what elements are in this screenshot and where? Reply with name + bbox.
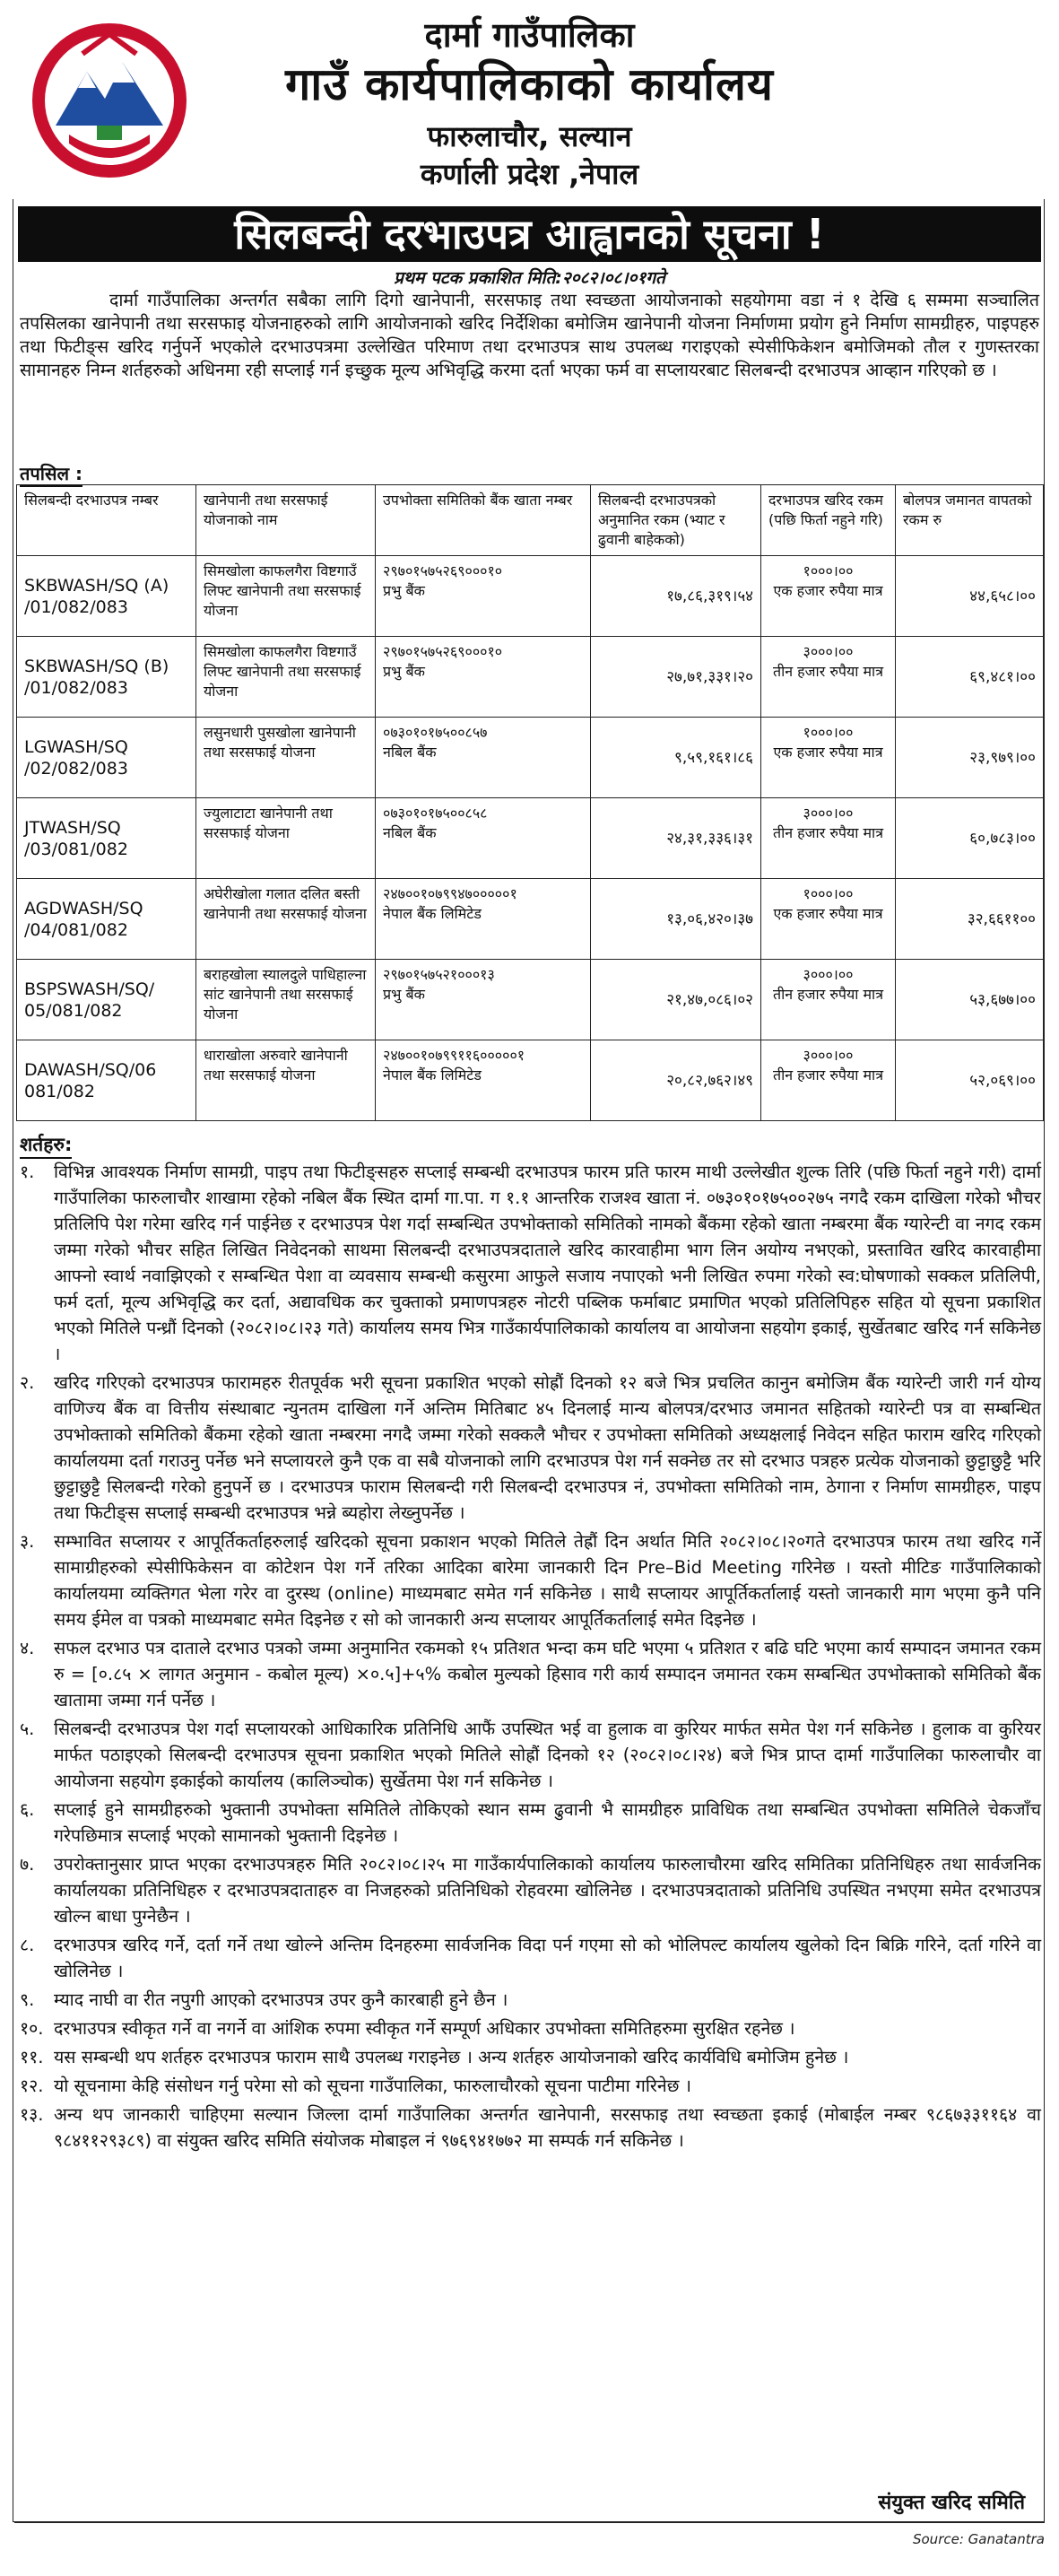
condition-text: खरिद गरिएको दरभाउपत्र फारामहरु रीतपूर्वक भरी सूचना प्रकाशित भएको सोह्रौं दिनको १२ बजे भित्र प्रचलित कानुन बमोजिम बैंक ग्यारेन्टी जारी गर्न योग्य वाणिज्य बैंक वा वित्तीय संस्थाबाट न्युनतम दाखिला गर्ने अन्तिम मितिबाट ४५ दिनलाई मान्य बोलपत्र/दरभाउ जमानत सहितको ग्यारेन्टी पत्र वा सम्बन्धित उपभोक्ताको समितिको बैंकमा रहेको खाता नम्बरमा नगदै जम्मा गरेको सक्कलै भौचर र उपभोक्ता समितिको अध्यक्षलाई निवेदन सहित फाराम खरिद गरिएको कार्यालयमा दर्ता गराउनु पर्नेछ भने सप्लायरले कुनै एक वा सबै योजनाको लागि दरभाउपत्र पेश गर्न सक्नेछ तर सो दरभाउ पत्रहरु प्रत्येक योजनाको छुट्टाछुट्टै भरि छुट्टाछुट्टै सिलबन्दी गरेको हुनुपर्ने छ । दरभाउपत्र फाराम सिलबन्दी गरी सिलबन्दी दरभाउपत्र नं, उपभोक्ता समितिको नाम, ठेगाना र निर्माण सामग्रीहरु, पाइप तथा फिटीङ्स सप्लाई सम्बन्धी दरभाउपत्र भन्ने ब्यहोरा लेख्नुपर्नेछ । <box>54 1372 1041 1523</box>
condition-number: २. <box>20 1372 35 1393</box>
scheme-name: धाराखोला अरुवारे खानेपानी तथा सरसफाई योजना <box>204 1047 348 1083</box>
bid-number: BSPSWASH/SQ/ 05/081/082 <box>24 979 155 1021</box>
condition-text: उपरोक्तानुसार प्राप्त भएका दरभाउपत्रहरु मिति २०८२।०८।२५ मा गाउँकार्यपालिकाको कार्यालय फारुलाचौरमा खरिद समितिका प्रतिनिधिहरु तथा सार्वजनिक कार्यालयका प्रतिनिधिहरु र दरभाउपत्रदाताहरु वा निजहरुको प्रतिनिधिको रोहवरमा खोलिनेछ । दरभाउपत्रदाताको प्रतिनिधि उपस्थित नभएमा समेत दरभाउपत्र खोल्न बाधा पुग्नेछैन । <box>54 1854 1041 1927</box>
header-bid-security: बोलपत्र जमानत वापतको रकम रु <box>896 485 1044 556</box>
account-number: ०७३०१०१७५००८५७ <box>383 724 488 741</box>
notice-header <box>0 0 1059 199</box>
bid-number: SKBWASH/SQ (A) /01/082/083 <box>24 575 169 617</box>
municipality-name: दार्मा गाउँपालिका <box>424 15 635 55</box>
bid-fee-words: तीन हजार रुपैया मात्र <box>772 824 884 841</box>
bid-fee-cell <box>761 637 896 718</box>
condition-item <box>20 1987 1041 2013</box>
table-row <box>17 960 1044 1040</box>
bank-name: नेपाल बैंक लिमिटेड <box>383 905 482 922</box>
bid-security-cell <box>896 718 1044 798</box>
bank-account-cell <box>376 1040 591 1121</box>
bid-fee-amount: १०००।०० <box>803 885 854 902</box>
conditions-title: शर्तहरु: <box>20 1132 72 1159</box>
header-bank-account: उपभोक्ता समितिको बैंक खाता नम्बर <box>376 485 591 556</box>
scheme-name: ज्युलाटाटा खानेपानी तथा सरसफाई योजना <box>204 805 333 841</box>
bid-fee-words: तीन हजार रुपैया मात्र <box>772 663 884 680</box>
bid-security-amount: २३,९७९।०० <box>969 748 1036 767</box>
bank-name: नबिल बैंक <box>383 824 437 841</box>
bid-security-cell <box>896 637 1044 718</box>
condition-text: अन्य थप जानकारी चाहिएमा सल्यान जिल्ला दार्मा गाउँपालिका अन्तर्गत खानेपानी, सरसफाइ तथा स्वच्छता इकाई (मोबाईल नम्बर ९८६७३३११६४ वा ९८४११२९३८९) वा संयुक्त खरिद समिति संयोजक मोबाइल नं ९७६९४१७७२ मा सम्पर्क गर्न सकिनेछ । <box>54 2104 1041 2151</box>
scheme-name-cell <box>196 1040 376 1121</box>
condition-number: ४. <box>20 1638 35 1658</box>
bid-fee-cell <box>761 879 896 960</box>
estimate-cell <box>591 1040 761 1121</box>
account-number: २९७०१५७५२६९०००१० <box>383 643 503 660</box>
estimate-amount: १३,०६,४२०।३७ <box>666 909 753 928</box>
bid-schedule-table <box>16 484 1044 1121</box>
bank-account-cell <box>376 556 591 637</box>
bid-fee-words: तीन हजार रुपैया मात्र <box>772 1066 884 1083</box>
condition-text: सप्लाई हुने सामग्रीहरुको भुक्तानी उपभोक्ता समितिले तोकिएको स्थान सम्म ढुवानी भै सामग्रीहरु प्राविधिक तथा सम्बन्धित उपभोक्ता समितिले चेकजाँच गरेपछिमात्र सप्लाई भएको सामानको भुक्तानी दिइनेछ । <box>54 1799 1041 1846</box>
bank-account-cell <box>376 718 591 798</box>
table-row <box>17 718 1044 798</box>
bid-fee-amount: ३०००।०० <box>803 643 854 660</box>
condition-item <box>20 2073 1041 2099</box>
bid-security-cell <box>896 1040 1044 1121</box>
bid-security-amount: ६९,४८१।०० <box>969 667 1036 686</box>
bank-name: प्रभु बैंक <box>383 663 425 680</box>
estimate-cell <box>591 798 761 879</box>
estimate-cell <box>591 879 761 960</box>
condition-number: ६. <box>20 1799 35 1820</box>
table-row <box>17 798 1044 879</box>
province-name: कर्णाली प्रदेश ,नेपाल <box>420 157 639 191</box>
bank-account-cell <box>376 798 591 879</box>
condition-item <box>20 2015 1041 2041</box>
scheme-name: अघेरीखोला गलात दलित बस्ती खानेपानी तथा सरसफाई योजना <box>204 885 367 922</box>
intro-paragraph: दार्मा गाउँपालिका अन्तर्गत सबैका लागि दिगो खानेपानी, सरसफाइ तथा स्वच्छता आयोजनाको सहयोगमा वडा नं १ देखि ६ सम्ममा सञ्चालित तपसिलका खानेपानी तथा सरसफाइ योजनाहरुको लागि आयोजनाको खरिद निर्देशिका बमोजिम खानेपानी योजना निर्माणमा प्रयोग हुने निर्माण सामग्रीहरु, पाइपहरु तथा फिटीङ्स खरिद गर्नुपर्ने भएकोले दरभाउपत्रमा उल्लेखित परिमाण तथा दरभाउपत्र साथ उपलब्ध गराइएको स्पेसीफिकेशन बमोजिमको तौल र गुणस्तरका सामानहरु निम्न शर्तहरुको अधिनमा रही सप्लाई गर्न इच्छुक मूल्य अभिवृद्धि करमा दर्ता भएका फर्म वा सप्लायरबाट सिलबन्दी दरभाउपत्र आव्हान गरिएको छ । <box>20 290 1039 380</box>
bid-security-amount: ३२,६६११०० <box>967 909 1036 928</box>
condition-text: दरभाउपत्र खरिद गर्ने, दर्ता गर्ने तथा खोल्ने अन्तिम दिनहरुमा सार्वजनिक विदा पर्न गएमा सो को भोलिपल्ट कार्यालय खुलेको दिन बिक्रि गरिने, दर्ता गरिने वा खोलिनेछ । <box>54 1935 1041 1981</box>
notice-title-banner: सिलबन्दी दरभाउपत्र आह्वानको सूचना ! <box>18 206 1041 262</box>
bank-name: प्रभु बैंक <box>383 986 425 1003</box>
condition-text: सम्भावित सप्लायर र आपूर्तिकर्ताहरुलाई खरिदको सूचना प्रकाशन भएको मितिले तेह्रौं दिन अर्थात मिति २०८२।०८।२०गते दरभाउपत्र फारम तथा खरिद गर्ने सामाग्रीहरुको स्पेसीफिकेसन वा कोटेशन पेश गर्ने तरिका आदिका बारेमा जानकारी दिन Pre–Bid Meeting गरिनेछ । यस्तो मीटिङ गाउँपालिकाको कार्यालयमा व्यक्तिगत भेला गरेर वा दुरस्थ (online) माध्यमबाट समेत गर्न सकिनेछ । साथै सप्लायर आपूर्तिकर्तालाई यस्तो जानकारी माग भएमा कुनै पनि समय ईमेल वा पत्रको माध्यमबाट समेत दिइनेछ र सो को जानकारी अन्य सप्लायर आपूर्तिकर्तालाई समेत दिइनेछ । <box>54 1531 1041 1630</box>
bid-number-cell <box>17 1040 196 1121</box>
bid-number-cell <box>17 718 196 798</box>
bank-name: नबिल बैंक <box>383 744 437 761</box>
bid-number: SKBWASH/SQ (B) /01/082/083 <box>24 656 169 698</box>
condition-item <box>20 2102 1041 2154</box>
estimate-cell <box>591 556 761 637</box>
bid-fee-words: एक हजार रुपैया मात्र <box>773 905 883 922</box>
condition-item <box>20 1370 1041 1526</box>
bid-fee-cell <box>761 1040 896 1121</box>
table-row <box>17 879 1044 960</box>
scheme-name-cell <box>196 718 376 798</box>
condition-text: दरभाउपत्र स्वीकृत गर्ने वा नगर्ने वा आंशिक रुपमा स्वीकृत गर्ने सम्पूर्ण अधिकार उपभोक्ता समितिहरुमा सुरक्षित रहनेछ । <box>54 2018 795 2039</box>
estimate-amount: २४,३१,३३६।३१ <box>666 829 753 848</box>
condition-item <box>20 1635 1041 1713</box>
scheme-name: बराहखोला स्यालदुले पाधिहाल्ना सांट खानेपानी तथा सरसफाई योजना <box>204 966 367 1023</box>
bid-fee-words: एक हजार रुपैया मात्र <box>773 744 883 761</box>
bid-security-amount: ४४,६५८।०० <box>969 587 1036 605</box>
bid-fee-amount: ३०००।०० <box>803 966 854 983</box>
office-address: फारुलाचौर, सल्यान <box>427 119 632 153</box>
scheme-name-cell <box>196 960 376 1040</box>
source-credit: Source: Ganatantra <box>912 2531 1045 2547</box>
account-number: ०७३०१०१७५००८५८ <box>383 805 488 822</box>
condition-text: यो सूचनामा केहि संसोधन गर्नु परेमा सो को सूचना गाउँपालिका, फारुलाचौरको सूचना पाटीमा गरिनेछ । <box>54 2076 691 2096</box>
scheme-name-cell <box>196 637 376 718</box>
estimate-cell <box>591 637 761 718</box>
estimate-amount: २१,४७,०८६।०२ <box>666 990 753 1009</box>
scheme-name: सिमखोला काफलगैरा विष्टगाउँ लिफ्ट खानेपानी तथा सरसफाई योजना <box>204 562 361 619</box>
bid-security-cell <box>896 556 1044 637</box>
header-bid-fee: दरभाउपत्र खरिद रकम (पछि फिर्ता नहुने गरि) <box>761 485 896 556</box>
first-published-date: प्रथम पटक प्रकाशित मिति:२०८२।०८।०१गते <box>394 268 665 288</box>
estimate-amount: २०,८२,७६२।४९ <box>666 1071 753 1090</box>
bid-number-cell <box>17 960 196 1040</box>
bid-fee-cell <box>761 556 896 637</box>
condition-item <box>20 1528 1041 1632</box>
condition-item <box>20 1851 1041 1929</box>
bid-fee-words: तीन हजार रुपैया मात्र <box>772 986 884 1003</box>
scheme-name: लसुनधारी पुसखोला खानेपानी तथा सरसफाई योजना <box>204 724 356 761</box>
condition-text: विभिन्न आवश्यक निर्माण सामग्री, पाइप तथा फिटीङ्सहरु सप्लाई सम्बन्धी दरभाउपत्र फारम प्रति फारम माथी उल्लेखीत शुल्क तिरि (पछि फिर्ता नहुने गरी) दार्मा गाउँपालिका फारुलाचौर शाखामा रहेको नबिल बैंक स्थित दार्मा गा.पा. ग १.१ आन्तरिक राजश्व खाता नं. ०७३०१०१७५००२७५ नगदै रकम दाखिला गरेको भौचर प्रतिलिपि पेश गरेमा खरिद गर्न पाईनेछ र दरभाउपत्र पेश गर्दा सम्बन्धित उपभोक्ताको समितिको नामको बैंकमा रहेको खाता नम्बरमा बैंक ग्यारेन्टी वा नगद रकम जम्मा गरेको भौचर सहित लिखित निवेदनको साथमा सिलबन्दी दरभाउपत्रदाताले खरिद कारवाहीमा भाग लिन अयोग्य नभएको, प्रस्तावित खरिद कारवाहीमा आफ्नो स्वार्थ नवाझिएको र सम्बन्धित पेशा वा व्यवसाय सम्बन्धी कसुरमा आफुले सजाय नपाएको भनी लिखित रुपमा गरेको स्व:घोषणाको सक्कल प्रतिलिपी, फर्म दर्ता, मूल्य अभिवृद्धि कर दर्ता, अद्यावधिक कर चुक्ताको प्रमाणपत्रहरु नोटरी पब्लिक फर्माबाट प्रमाणित भएको प्रतिलिपिहरु सहित यो सूचना प्रकाशित भएको मितिले पन्ध्रौं दिनको (२०८२।०८।२३ गते) कार्यालय समय भित्र गाउँकार्यपालिकाको कार्यालय वा आयोजना सहयोग इकाई, सुर्खेतबाट खरिद गर्न सकिनेछ । <box>54 1162 1041 1364</box>
footer-divider <box>14 2522 1045 2523</box>
condition-number: ५. <box>20 1719 35 1739</box>
bid-fee-words: एक हजार रुपैया मात्र <box>773 582 883 599</box>
table-label: तपसिल : <box>20 461 82 487</box>
bid-security-amount: ५२,०६९।०० <box>969 1071 1036 1090</box>
bid-fee-cell <box>761 718 896 798</box>
estimate-cell <box>591 718 761 798</box>
bid-number: LGWASH/SQ /02/082/083 <box>24 736 128 779</box>
bid-fee-amount: ३०००।०० <box>803 805 854 822</box>
office-name: गाउँ कार्यपालिकाको कार्यालय <box>285 58 774 110</box>
bid-fee-cell <box>761 798 896 879</box>
estimate-amount: २७,७१,३३१।२० <box>666 667 753 686</box>
scheme-name: सिमखोला काफलगैरा विष्टगाउँ लिफ्ट खानेपानी तथा सरसफाई योजना <box>204 643 361 700</box>
bid-fee-amount: १०००।०० <box>803 724 854 741</box>
conditions-list <box>20 1159 1041 2156</box>
bid-security-amount: ५३,६७७।०० <box>969 990 1036 1009</box>
bid-number: JTWASH/SQ /03/081/082 <box>24 817 128 859</box>
table-row <box>17 556 1044 637</box>
bid-number-cell <box>17 556 196 637</box>
scheme-name-cell <box>196 879 376 960</box>
condition-number: ७. <box>20 1854 35 1875</box>
condition-text: सफल दरभाउ पत्र दाताले दरभाउ पत्रको जम्मा अनुमानित रकमको १५ प्रतिशत भन्दा कम घटि भएमा ५ प्रतिशत र बढि घटि भएमा कार्य सम्पादन जमानत रकम रु = [०.८५ × लागत अनुमान - कबोल मूल्य) ×०.५]+५% कबोल मुल्यको हिसाव गरी कार्य सम्पादन जमानत रकम सम्बन्धित उपभोक्ताको समितिको बैंक खातामा जम्मा गर्न पर्नेछ । <box>54 1638 1041 1710</box>
bid-security-cell <box>896 960 1044 1040</box>
bid-number: DAWASH/SQ/06 081/082 <box>24 1059 157 1101</box>
estimate-amount: १७,८६,३१९।५४ <box>666 587 753 605</box>
estimate-cell <box>591 960 761 1040</box>
account-number: २९७०१५७५२१०००१३ <box>383 966 495 983</box>
condition-text: म्याद नाघी वा रीत नपुगी आएको दरभाउपत्र उपर कुनै कारबाही हुने छैन । <box>54 1989 508 2010</box>
bid-fee-amount: १०००।०० <box>803 562 854 579</box>
condition-item <box>20 1716 1041 1794</box>
condition-number: ९. <box>20 1989 35 2010</box>
condition-text: यस सम्बन्धी थप शर्तहरु दरभाउपत्र फाराम साथै उपलब्ध गराइनेछ । अन्य शर्तहरु आयोजनाको खरिद कार्यविधि बमोजिम हुनेछ । <box>54 2047 849 2067</box>
header-scheme-name: खानेपानी तथा सरसफाई योजनाको नाम <box>196 485 376 556</box>
bid-fee-amount: ३०००।०० <box>803 1047 854 1064</box>
condition-item <box>20 1159 1041 1367</box>
bank-name: नेपाल बैंक लिमिटेड <box>383 1066 482 1083</box>
condition-number: १०. <box>20 2018 44 2039</box>
table-header-row <box>17 485 1044 556</box>
condition-number: १. <box>20 1162 35 1182</box>
header-bid-number: सिलबन्दी दरभाउपत्र नम्बर <box>17 485 196 556</box>
condition-item <box>20 2044 1041 2070</box>
bid-security-cell <box>896 879 1044 960</box>
bid-security-cell <box>896 798 1044 879</box>
signature-committee: संयुक्त खरिद समिति <box>878 2492 1025 2514</box>
condition-number: ८. <box>20 1935 35 1955</box>
bank-name: प्रभु बैंक <box>383 582 425 599</box>
account-number: २४७००१०७९९११६०००००१ <box>383 1047 525 1064</box>
bid-number-cell <box>17 879 196 960</box>
account-number: २४७००१०७९९४७०००००१ <box>383 885 517 902</box>
header-estimate: सिलबन्दी दरभाउपत्रको अनुमानित रकम (भ्याट र ढुवानी बाहेकको) <box>591 485 761 556</box>
condition-item <box>20 1932 1041 1984</box>
bid-number-cell <box>17 637 196 718</box>
bid-fee-cell <box>761 960 896 1040</box>
scheme-name-cell <box>196 556 376 637</box>
bid-number: AGDWASH/SQ /04/081/082 <box>24 898 143 940</box>
bank-account-cell <box>376 637 591 718</box>
condition-number: ११. <box>20 2047 44 2067</box>
table-row <box>17 637 1044 718</box>
table-row <box>17 1040 1044 1121</box>
bid-security-amount: ६०,७८३।०० <box>969 829 1036 848</box>
account-number: २९७०१५७५२६९०००१० <box>383 562 503 579</box>
condition-text: सिलबन्दी दरभाउपत्र पेश गर्दा सप्लायरको आधिकारिक प्रतिनिधि आफैं उपस्थित भई वा हुलाक वा कुरियर मार्फत समेत पेश गर्न सकिनेछ । हुलाक वा कुरियर मार्फत पठाइएको सिलबन्दी दरभाउपत्र सूचना प्रकाशित भएको मितिले सोह्रौं दिनको १२ (२०८२।०८।२४) बजे भित्र प्राप्त दार्मा गाउँपालिका फारुलाचौर वा आयोजना सहयोग इकाईको कार्यालय (कालिञ्चोक) सुर्खेतमा पेश गर्न सकिनेछ । <box>54 1719 1041 1791</box>
condition-number: १२. <box>20 2076 44 2096</box>
bid-number-cell <box>17 798 196 879</box>
bank-account-cell <box>376 879 591 960</box>
bank-account-cell <box>376 960 591 1040</box>
condition-number: १३. <box>20 2104 44 2125</box>
scheme-name-cell <box>196 798 376 879</box>
condition-number: ३. <box>20 1531 35 1552</box>
condition-item <box>20 1797 1041 1849</box>
estimate-amount: ९,५९,१६१।८६ <box>674 748 753 767</box>
